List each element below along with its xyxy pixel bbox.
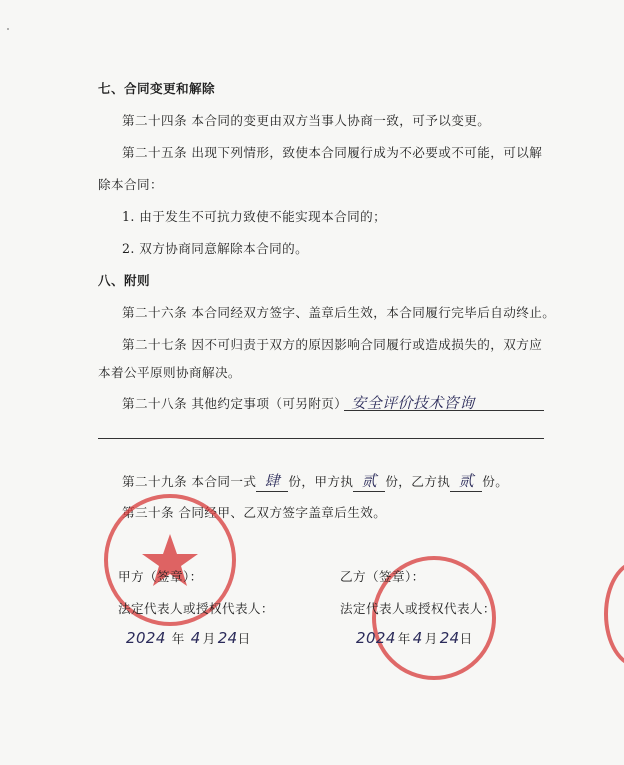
party-a-date: 2024 年 4 月 24日	[126, 629, 251, 647]
article-27-line2: 本着公平原则协商解决。	[98, 365, 241, 380]
party-b-date-year: 2024	[356, 629, 396, 647]
article-25-line2: 除本合同：	[98, 177, 163, 192]
handwritten-copies-total: 肆	[256, 470, 288, 492]
party-a-date-day: 24	[217, 629, 238, 647]
article-26: 第二十六条 本合同经双方签字、盖章后生效，本合同履行完毕后自动终止。	[122, 305, 556, 320]
article-29: 第二十九条 本合同一式 肆 份，甲方执 贰 份，乙方执 贰 份。	[122, 472, 509, 490]
edge-seal-partial	[604, 560, 624, 668]
party-b-date-month: 4	[412, 629, 423, 647]
party-b-date: 2024 年 4 月 24日	[356, 629, 473, 647]
section-8-heading: 八、附则	[98, 273, 150, 288]
handwritten-copies-party-a: 贰	[353, 470, 385, 492]
article-27-line1: 第二十七条 因不可归责于双方的原因影响合同履行或造成损失的，双方应	[122, 337, 543, 352]
handwritten-copies-party-b: 贰	[450, 470, 482, 492]
scan-speck	[7, 28, 9, 30]
article-24: 第二十四条 本合同的变更由双方当事人协商一致，可予以变更。	[122, 113, 491, 128]
fill-in-line-2	[98, 438, 544, 439]
party-a-date-month: 4	[190, 629, 201, 647]
clause-1: 1. 由于发生不可抗力致使不能实现本合同的；	[122, 209, 387, 224]
party-b-date-day: 24	[439, 629, 460, 647]
article-25-line1: 第二十五条 出现下列情形，致使本合同履行成为不必要或不可能，可以解	[122, 145, 543, 160]
section-7-heading: 七、合同变更和解除	[98, 81, 215, 96]
party-a-representative-label: 法定代表人或授权代表人：	[118, 601, 274, 616]
party-a-date-year: 2024	[126, 629, 166, 647]
handwritten-other-matters: 安全评价技术咨询	[351, 394, 475, 412]
article-30: 第三十条 合同经甲、乙双方签字盖章后生效。	[122, 505, 387, 520]
fill-in-line	[344, 410, 544, 411]
party-b-signature-label: 乙方（签章）：	[340, 569, 425, 584]
party-b-representative-label: 法定代表人或授权代表人：	[340, 601, 496, 616]
clause-2: 2. 双方协商同意解除本合同的。	[122, 241, 309, 256]
article-28-label: 第二十八条 其他约定事项（可另附页）	[122, 396, 348, 411]
party-a-signature-label: 甲方（签章）：	[118, 569, 203, 584]
